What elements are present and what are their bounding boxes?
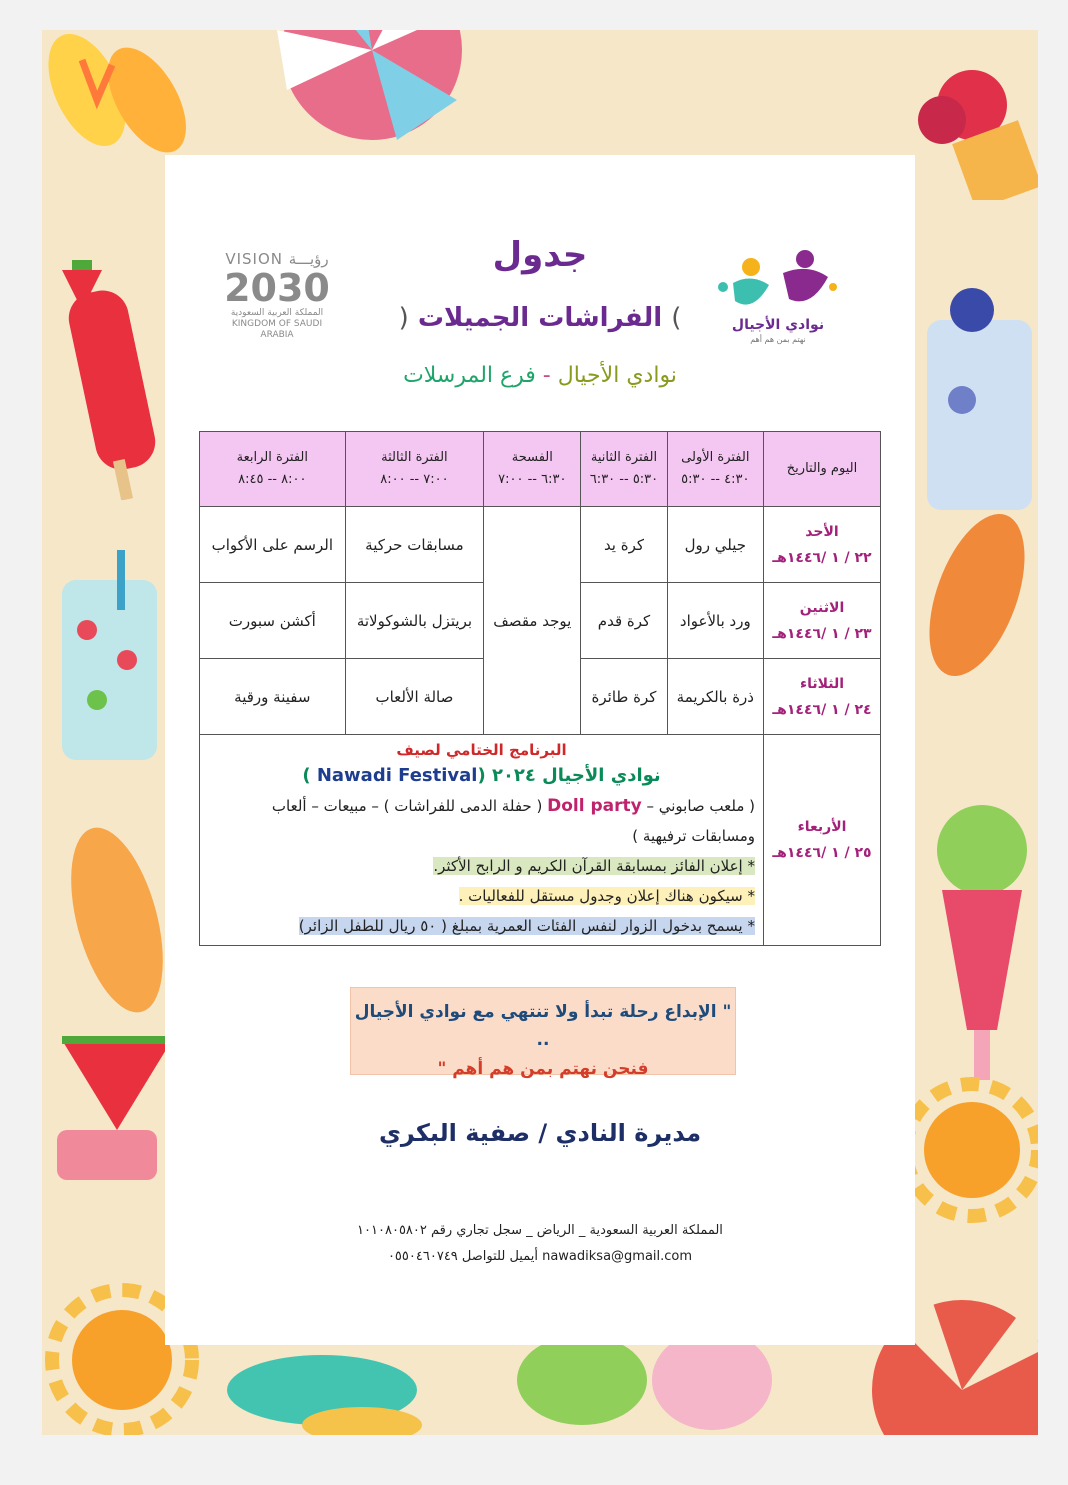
header-cell-period3	[345, 432, 484, 507]
final-program-cell	[200, 735, 764, 946]
header-cell-break	[484, 432, 581, 507]
header-cell-period2	[581, 432, 667, 507]
beach-umbrella-icon	[267, 30, 477, 140]
vision-logo-top: VISION رؤيـــة	[225, 250, 329, 268]
vision-logo-arabic: المملكة العربية السعودية	[230, 308, 324, 318]
note3-text: * يسمح بدخول الزوار لنفس الفئات العمرية بمبلغ ( ٥٠ ريال للطفل الزائر)	[298, 917, 755, 935]
line1-part-b: ( حفلة الدمى للفراشات ) – مبيعات – ألعاب	[271, 797, 548, 815]
schedule-sheet	[165, 155, 915, 1345]
break-cell: يوجد مقصف	[484, 507, 581, 735]
day-date: ٢٤ / ١ /١٤٤٦هـ	[772, 701, 872, 718]
flip-flop-icon	[222, 1330, 422, 1435]
day-date: ٢٥ / ١ /١٤٤٦هـ	[772, 845, 872, 861]
header-time: ٦:٣٠ -- ٧:٠٠	[498, 472, 567, 487]
branch-label	[165, 363, 915, 388]
activity-cell: سفينة ورقية	[200, 659, 346, 735]
table-row	[200, 507, 881, 583]
footer-address: المملكة العربية السعودية _ الرياض _ سجل تجاري رقم ١٠١٠٨٠٥٨٠٢	[357, 1223, 723, 1238]
page-title: جدول	[492, 235, 588, 275]
day-date: ٢٢ / ١ /١٤٤٦هـ	[772, 549, 872, 566]
subtitle-paren-open: (	[671, 303, 682, 333]
header-cell-day	[764, 432, 881, 507]
header-label: الفترة الأولى	[681, 450, 750, 465]
final-subtitle-arabic: نوادي الأجيال ٢٠٢٤ (	[477, 765, 661, 786]
header-time: ٤:٣٠ -- ٥:٣٠	[681, 472, 750, 487]
signature: مديرة النادي / صفية البكري	[378, 1119, 702, 1147]
activity-cell: أكشن سبورت	[200, 583, 346, 659]
day-name: الأحد	[805, 523, 839, 540]
ice-cream-cone-icon	[922, 790, 1038, 1090]
header-time: ٧:٠٠ -- ٨:٠٠	[380, 472, 449, 487]
table-header-row	[200, 432, 881, 507]
subtitle-text: الفراشات الجميلات	[417, 303, 663, 333]
branch-club-name: نوادي الأجيال	[557, 363, 677, 388]
day-date: ٢٣ / ١ /١٤٤٦هـ	[772, 625, 872, 642]
vision-logo-english: KINGDOM OF SAUDI ARABIA	[231, 319, 323, 340]
day-cell	[764, 735, 881, 946]
day-cell	[764, 659, 881, 735]
header-cell-period4	[200, 432, 346, 507]
subtitle-paren-close: )	[398, 303, 409, 333]
final-program-line1	[208, 791, 755, 821]
schedule-table	[199, 431, 881, 946]
club-logo-slogan: نهتم بمن هم أهم	[750, 335, 806, 344]
activity-cell: جيلي رول	[667, 507, 763, 583]
header-label: اليوم والتاريخ	[786, 461, 858, 476]
doll-party-label: Doll party	[547, 796, 642, 816]
activity-cell: ورد بالأعواد	[667, 583, 763, 659]
day-name: الثلاثاء	[799, 675, 845, 692]
final-subtitle-close: )	[302, 765, 311, 786]
ice-cream-icon	[902, 50, 1038, 200]
final-program-title: البرنامج الختامي لصيف	[396, 741, 567, 759]
final-program-subtitle	[208, 761, 755, 791]
club-logo-name: نوادي الأجيال	[731, 317, 825, 333]
final-program-line2: ومسابقات ترفيهية )	[632, 827, 755, 845]
watermelon-icon	[52, 1020, 182, 1180]
final-program-row	[200, 735, 881, 946]
drink-cup-icon	[47, 550, 167, 770]
activity-cell: بريتزل بالشوكولاتة	[345, 583, 484, 659]
header-time: ٥:٣٠ -- ٦:٣٠	[589, 472, 659, 487]
vision-logo-year: 2030	[224, 266, 330, 310]
final-note2	[208, 881, 755, 911]
footer-contact: nawadiksa@gmail.com أيميل للتواصل ٠٥٥٠٤٦٠٧٤٩	[387, 1249, 693, 1264]
header-cell-period1	[667, 432, 763, 507]
branch-dash: -	[535, 363, 558, 388]
activity-cell: كرة يد	[581, 507, 667, 583]
smoothie-icon	[922, 280, 1038, 520]
strawberry-icon	[52, 255, 112, 315]
activity-cell: ذرة بالكريمة	[667, 659, 763, 735]
activity-cell: الرسم على الأكواب	[200, 507, 346, 583]
activity-cell: مسابقات حركية	[345, 507, 484, 583]
page-subtitle	[165, 303, 915, 333]
branch-name: فرع المرسلات	[403, 363, 536, 388]
quote-line1: " الإبداع رحلة تبدأ ولا تنتهي مع نوادي الأجيال ..	[354, 1002, 732, 1050]
header-label: الفترة الثانية	[590, 450, 658, 465]
flip-flop-icon	[902, 500, 1038, 690]
final-note3	[208, 911, 755, 941]
day-name: الاثنين	[799, 599, 845, 616]
header-label: الفترة الثالثة	[381, 450, 448, 465]
note2-text: * سيكون هناك إعلان وجدول مستقل للفعاليات .	[458, 887, 755, 905]
note1-text: * إعلان الفائز بمسابقة القرآن الكريم و الرابح الأكثر.	[433, 857, 755, 875]
activity-cell: صالة الألعاب	[345, 659, 484, 735]
day-name: الأربعاء	[797, 819, 847, 835]
day-cell	[764, 507, 881, 583]
activity-cell: كرة قدم	[581, 583, 667, 659]
final-note1	[208, 851, 755, 881]
line1-part-a: ( ملعب صابوني –	[641, 797, 755, 815]
quote-line2: فنحن نهتم بمن هم أهم "	[437, 1059, 649, 1079]
day-cell	[764, 583, 881, 659]
flip-flop-icon	[57, 810, 177, 1030]
header-time: ٨:٠٠ -- ٨:٤٥	[238, 472, 307, 487]
header-label: الفسحة	[511, 450, 553, 465]
activity-cell: كرة طائرة	[581, 659, 667, 735]
quote-box	[350, 987, 736, 1079]
header-label: الفترة الرابعة	[236, 450, 308, 465]
final-subtitle-english: Nawadi Festival	[316, 765, 478, 786]
flip-flop-icon	[42, 30, 192, 170]
